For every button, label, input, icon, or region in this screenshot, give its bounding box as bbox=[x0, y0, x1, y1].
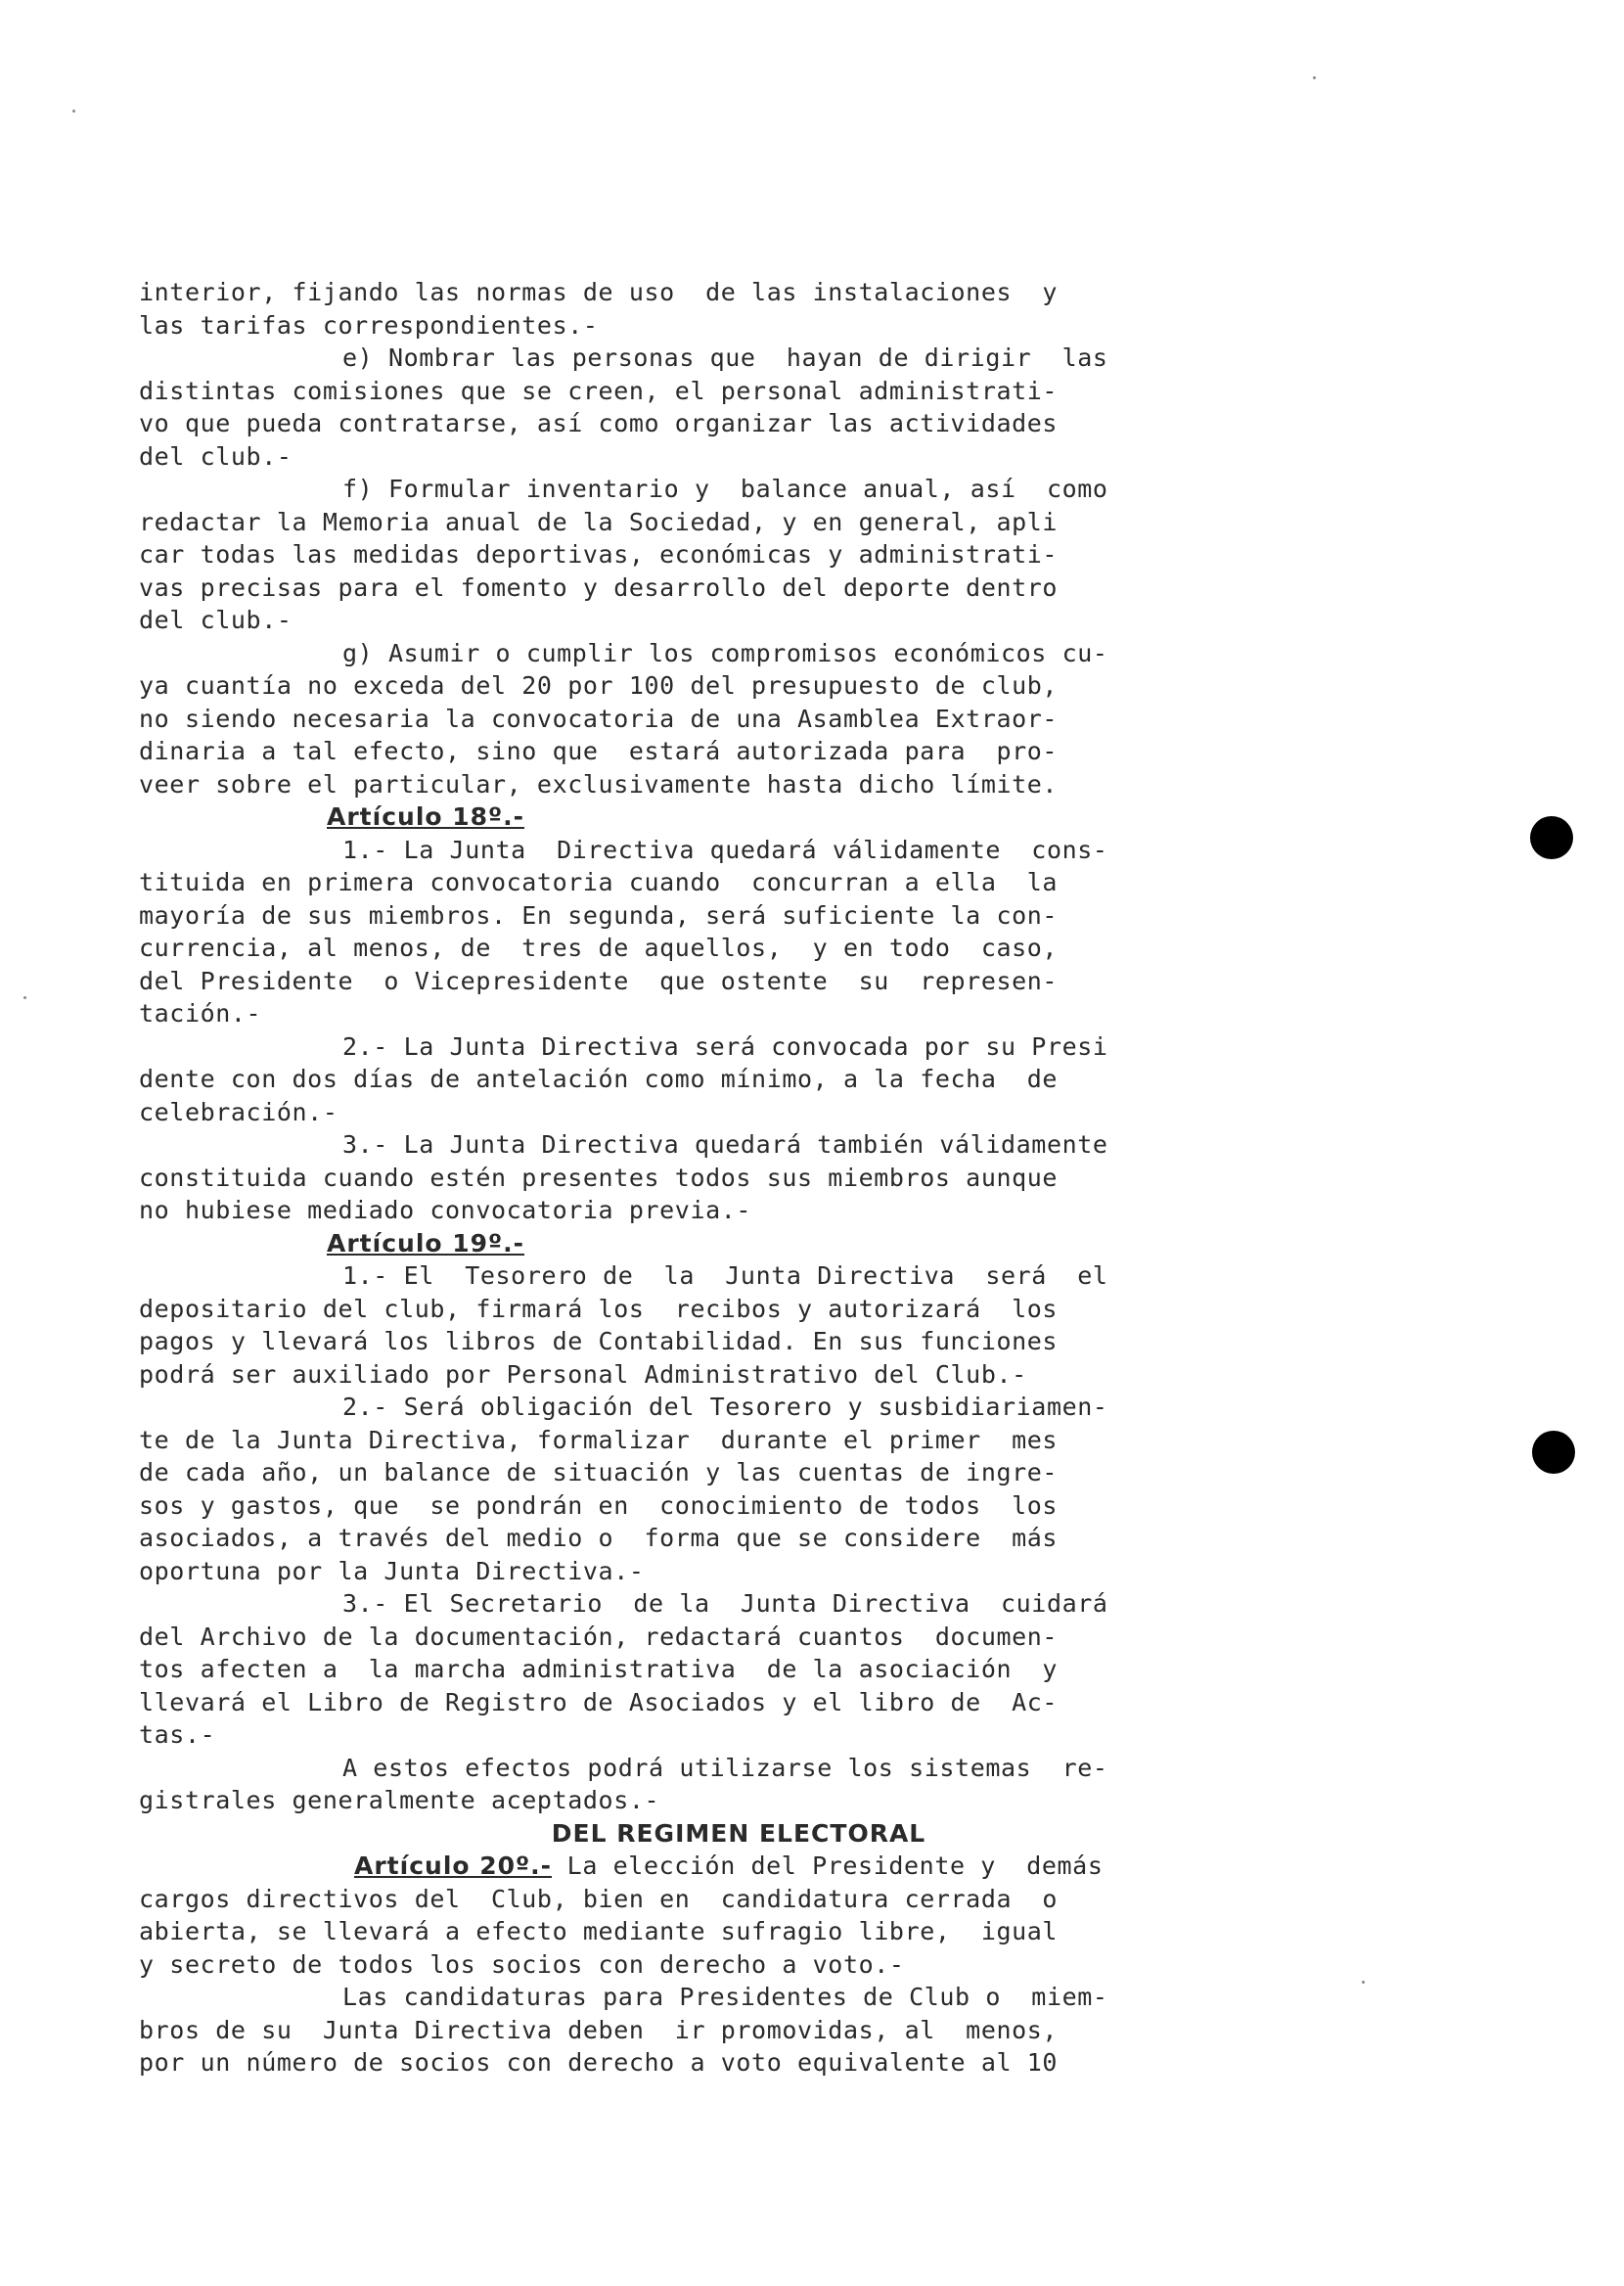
body-line: tituida en primera convocatoria cuando concurran a ella la bbox=[139, 868, 1059, 896]
punch-hole bbox=[1530, 816, 1573, 859]
body-line: ya cuantía no exceda del 20 por 100 del presupuesto de club, bbox=[139, 671, 1059, 700]
body-line: redactar la Memoria anual de la Sociedad, y en general, apli bbox=[139, 507, 1059, 536]
body-line: te de la Junta Directiva, formalizar durante el primer mes bbox=[139, 1425, 1059, 1454]
scan-speck bbox=[23, 996, 26, 999]
body-line: no hubiese mediado convocatoria previa.- bbox=[139, 1196, 752, 1224]
body-line: del Presidente o Vicepresidente que ostente su represen- bbox=[139, 966, 1059, 995]
body-line: currencia, al menos, de tres de aquellos, y en todo caso, bbox=[139, 934, 1059, 962]
body-line: interior, fijando las normas de uso de las instalaciones y bbox=[139, 278, 1059, 306]
body-line: 3.- El Secretario de la Junta Directiva cuidará bbox=[342, 1589, 1108, 1618]
body-line: car todas las medidas deportivas, económicas y administrati- bbox=[139, 540, 1059, 569]
body-line: y secreto de todos los socios con derecho a voto.- bbox=[139, 1949, 905, 1979]
body-line: 2.- Será obligación del Tesorero y susbidiariamen- bbox=[342, 1393, 1108, 1421]
body-line: gistrales generalmente aceptados.- bbox=[139, 1786, 660, 1814]
body-line: las tarifas correspondientes.- bbox=[139, 310, 599, 340]
body-line: 2.- La Junta Directiva será convocada por su Presi bbox=[342, 1031, 1108, 1061]
body-line: dinaria a tal efecto, sino que estará autorizada para pro- bbox=[139, 737, 1059, 765]
body-line: cargos directivos del Club, bien en candidatura cerrada o bbox=[139, 1884, 1059, 1913]
article-20-heading-line bbox=[139, 1850, 1338, 1883]
article-20-first-text: La elección del Presidente y demás bbox=[552, 1852, 1104, 1880]
body-line: A estos efectos podrá utilizarse los sistemas re- bbox=[342, 1753, 1108, 1782]
body-line: sos y gastos, que se pondrán en conocimiento de todos los bbox=[139, 1490, 1059, 1520]
section-title: DEL REGIMEN ELECTORAL bbox=[551, 1818, 926, 1848]
body-line: distintas comisiones que se creen, el personal administrati- bbox=[139, 376, 1059, 405]
body-line: llevará el Libro de Registro de Asociados y el libro de Ac- bbox=[139, 1687, 1059, 1716]
article-20-heading: Artículo 20º.- bbox=[354, 1852, 553, 1880]
body-line: bros de su Junta Directiva deben ir promovidas, al menos, bbox=[139, 2015, 1059, 2044]
article-18-heading: Artículo 18º.- bbox=[327, 802, 525, 831]
body-line: mayoría de sus miembros. En segunda, será suficiente la con- bbox=[139, 900, 1059, 930]
body-line: f) Formular inventario y balance anual, así como bbox=[342, 475, 1108, 503]
body-line: 1.- La Junta Directiva quedará válidamente cons- bbox=[342, 835, 1108, 864]
body-line: del club.- bbox=[139, 441, 293, 471]
article-19-heading-line bbox=[139, 1227, 1338, 1260]
punch-hole bbox=[1532, 1431, 1575, 1474]
body-line: por un número de socios con derecho a voto equivalente al 10 bbox=[139, 2048, 1059, 2077]
body-line: tos afecten a la marcha administrativa de la asociación y bbox=[139, 1655, 1059, 1683]
body-line: 3.- La Junta Directiva quedará también válidamente bbox=[342, 1130, 1108, 1159]
body-line: del club.- bbox=[139, 606, 293, 634]
body-line: e) Nombrar las personas que hayan de dirigir las bbox=[342, 343, 1108, 372]
body-line: Las candidaturas para Presidentes de Club o miem- bbox=[342, 1983, 1108, 2011]
body-line: podrá ser auxiliado por Personal Administrativo del Club.- bbox=[139, 1359, 1027, 1389]
body-line: depositario del club, firmará los recibos y autorizará los bbox=[139, 1294, 1059, 1323]
body-line: 1.- El Tesorero de la Junta Directiva será el bbox=[342, 1261, 1108, 1290]
body-line: g) Asumir o cumplir los compromisos económicos cu- bbox=[342, 638, 1108, 667]
body-line: pagos y llevará los libros de Contabilidad. En sus funciones bbox=[139, 1327, 1059, 1355]
body-line: tas.- bbox=[139, 1720, 216, 1749]
scan-speck bbox=[72, 110, 75, 113]
body-line: asociados, a través del medio o forma que se considere más bbox=[139, 1524, 1059, 1552]
article-19-heading: Artículo 19º.- bbox=[327, 1228, 525, 1257]
body-line: tación.- bbox=[139, 999, 262, 1028]
body-line: de cada año, un balance de situación y las cuentas de ingre- bbox=[139, 1458, 1059, 1486]
scan-speck bbox=[1362, 1981, 1365, 1984]
article-18-heading-line bbox=[139, 800, 1338, 834]
body-line: vo que pueda contratarse, así como organizar las actividades bbox=[139, 409, 1059, 437]
body-line: del Archivo de la documentación, redactará cuantos documen- bbox=[139, 1622, 1059, 1651]
body-line: oportuna por la Junta Directiva.- bbox=[139, 1556, 645, 1585]
body-line: veer sobre el particular, exclusivamente hasta dicho límite. bbox=[139, 769, 1059, 799]
body-line: dente con dos días de antelación como mínimo, a la fecha de bbox=[139, 1065, 1059, 1093]
document-body bbox=[139, 276, 1338, 2080]
body-line: celebración.- bbox=[139, 1097, 338, 1126]
body-line: abierta, se llevará a efecto mediante sufragio libre, igual bbox=[139, 1917, 1059, 1945]
scan-speck bbox=[1313, 76, 1316, 79]
body-line: no siendo necesaria la convocatoria de una Asamblea Extraor- bbox=[139, 704, 1059, 733]
body-line: vas precisas para el fomento y desarrollo del deporte dentro bbox=[139, 572, 1059, 602]
body-line: constituida cuando estén presentes todos sus miembros aunque bbox=[139, 1163, 1059, 1192]
